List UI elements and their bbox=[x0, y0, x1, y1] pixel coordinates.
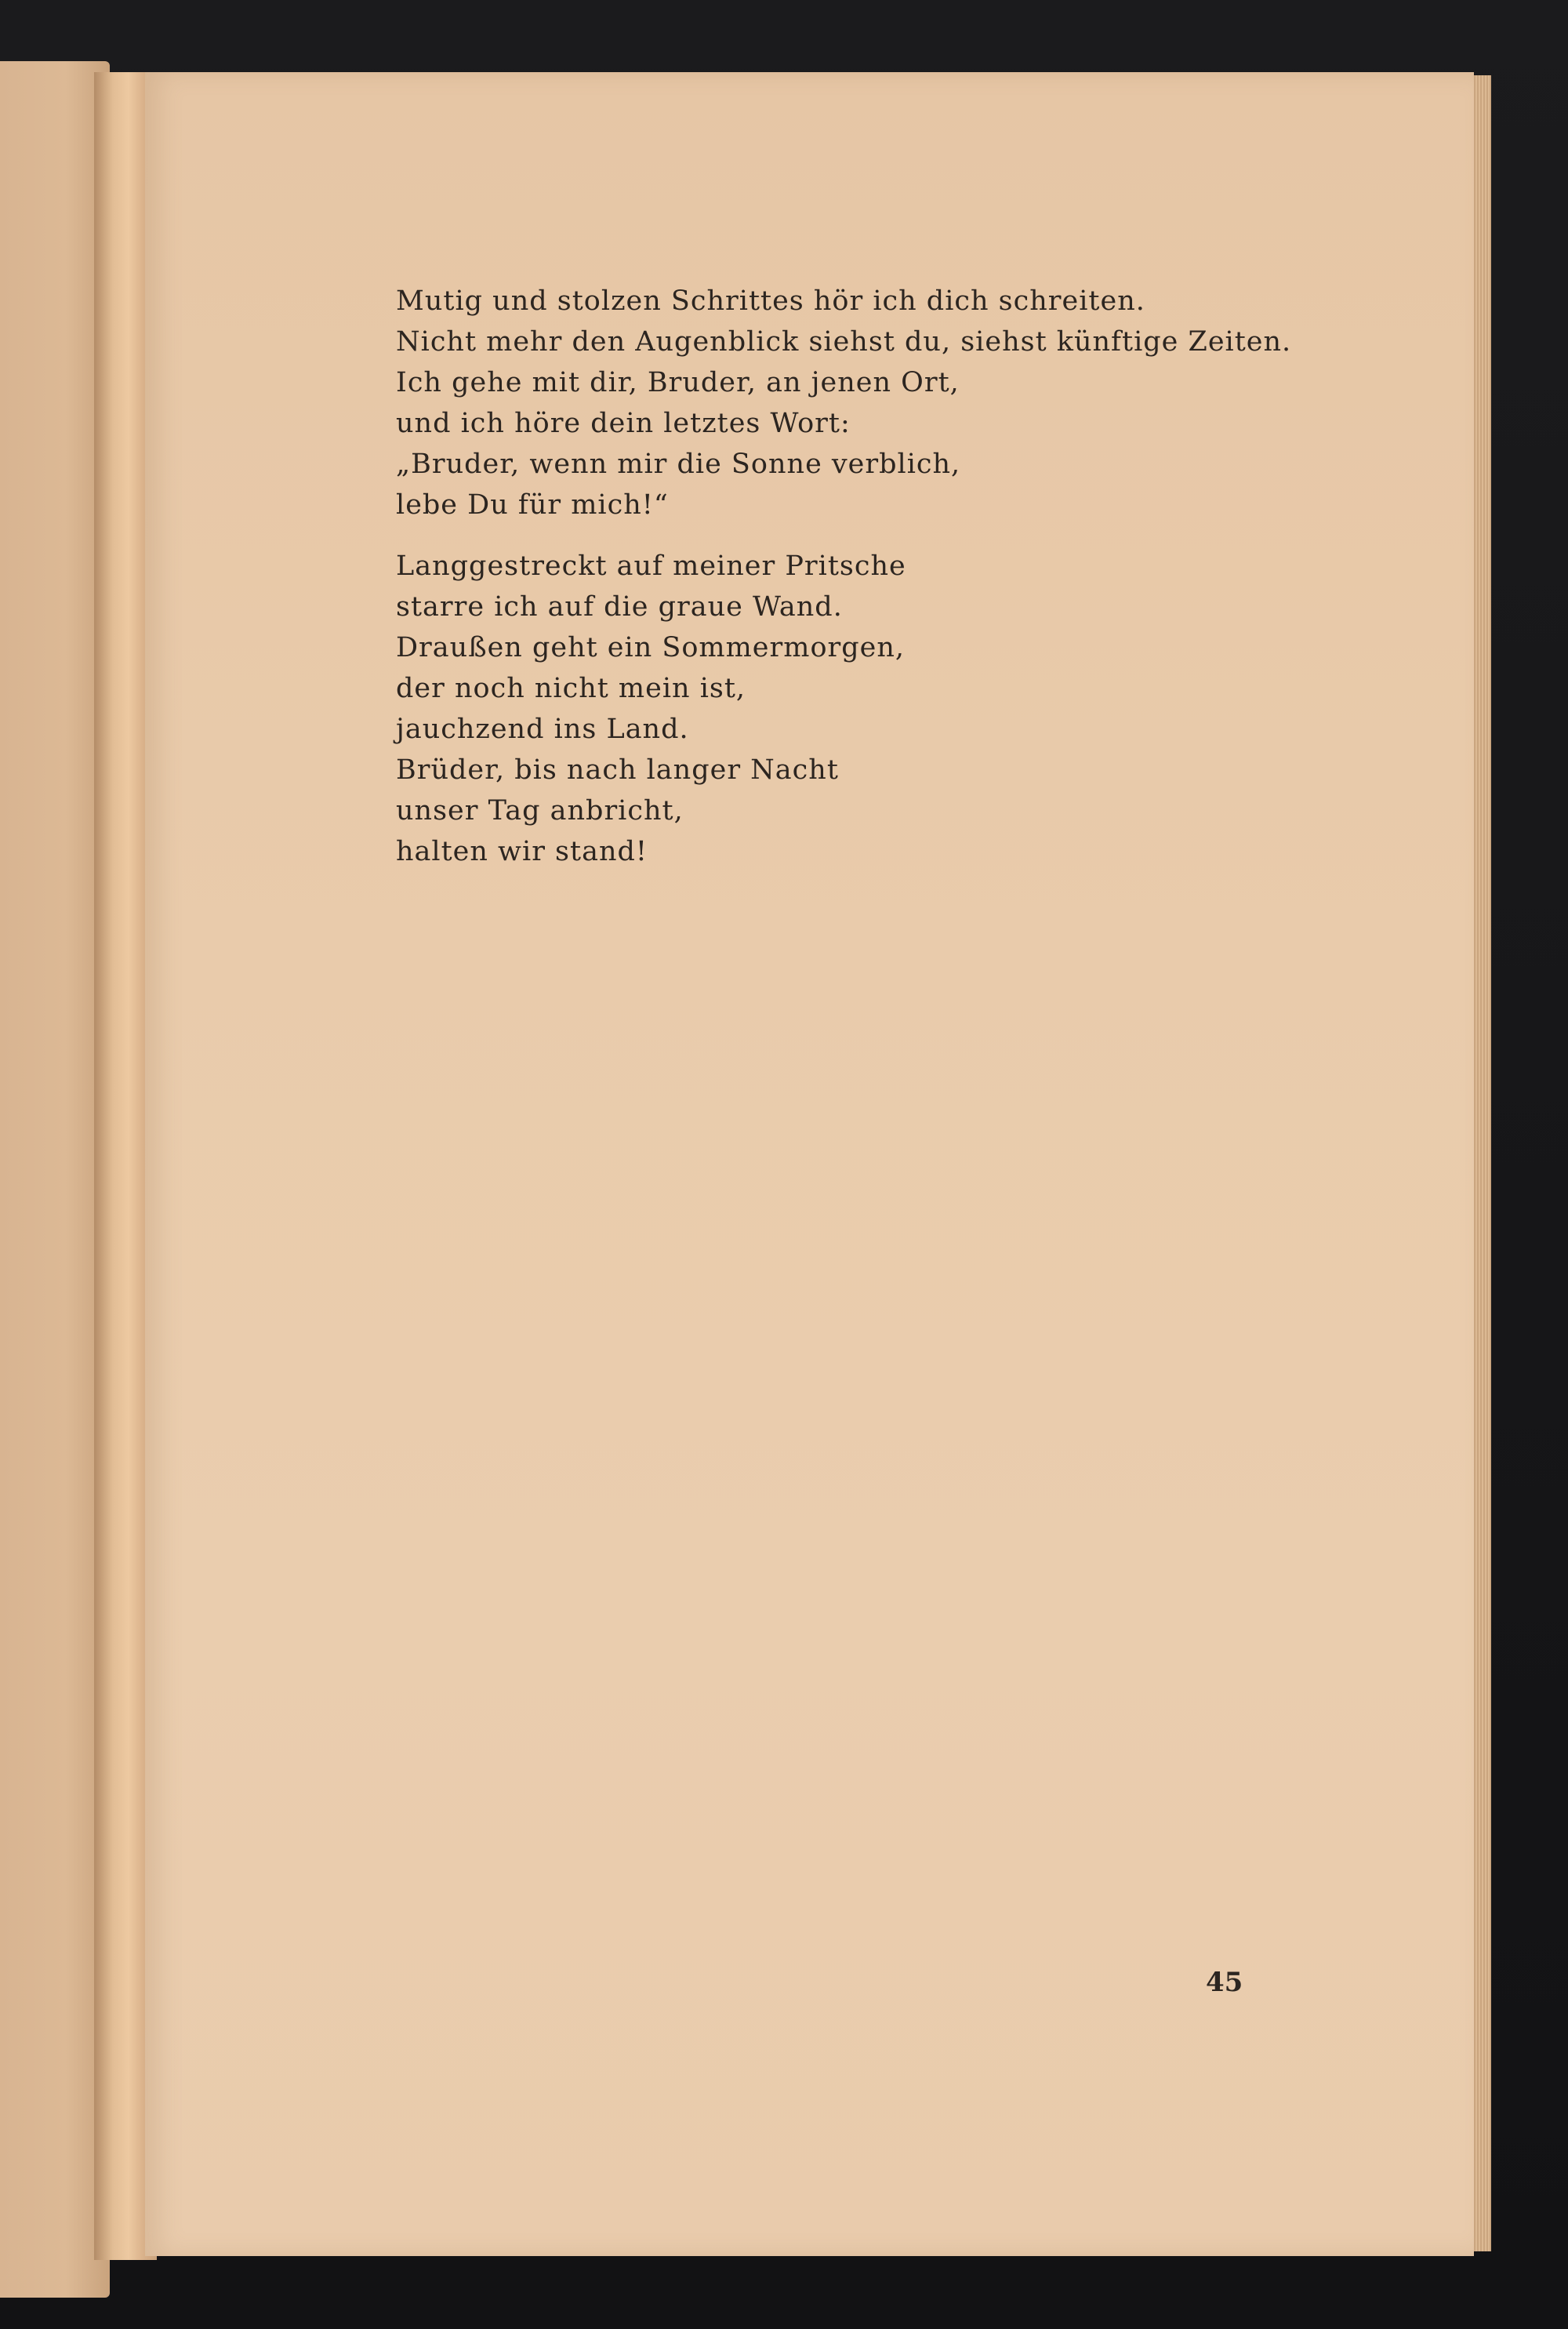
poem-line: Mutig und stolzen Schrittes hör ich dich schreiten. bbox=[396, 285, 1145, 317]
poem-line: halten wir stand! bbox=[396, 836, 648, 867]
poem-line: und ich höre dein letztes Wort: bbox=[396, 408, 851, 439]
stanza-2 bbox=[396, 546, 1291, 872]
poem-line: jauchzend ins Land. bbox=[396, 714, 689, 745]
poem-line: der noch nicht mein ist, bbox=[396, 673, 746, 704]
stanza-1 bbox=[396, 281, 1291, 525]
poem-line: lebe Du für mich!“ bbox=[396, 489, 669, 521]
poem-line: Nicht mehr den Augenblick siehst du, siehst künftige Zeiten. bbox=[396, 326, 1292, 358]
poem-line: Brüder, bis nach langer Nacht bbox=[396, 754, 839, 786]
poem bbox=[396, 281, 1291, 872]
poem-line: Langgestreckt auf meiner Pritsche bbox=[396, 550, 906, 582]
poem-line: starre ich auf die graue Wand. bbox=[396, 591, 843, 623]
page-stack-edge bbox=[1474, 75, 1491, 2251]
poem-line: „Bruder, wenn mir die Sonne verblich, bbox=[396, 449, 961, 480]
page-number: 45 bbox=[1206, 1967, 1243, 1998]
poem-line: Ich gehe mit dir, Bruder, an jenen Ort, bbox=[396, 367, 960, 398]
poem-line: Draußen geht ein Sommermorgen, bbox=[396, 632, 906, 663]
poem-line: unser Tag anbricht, bbox=[396, 795, 684, 827]
previous-page-edge bbox=[0, 61, 110, 2298]
